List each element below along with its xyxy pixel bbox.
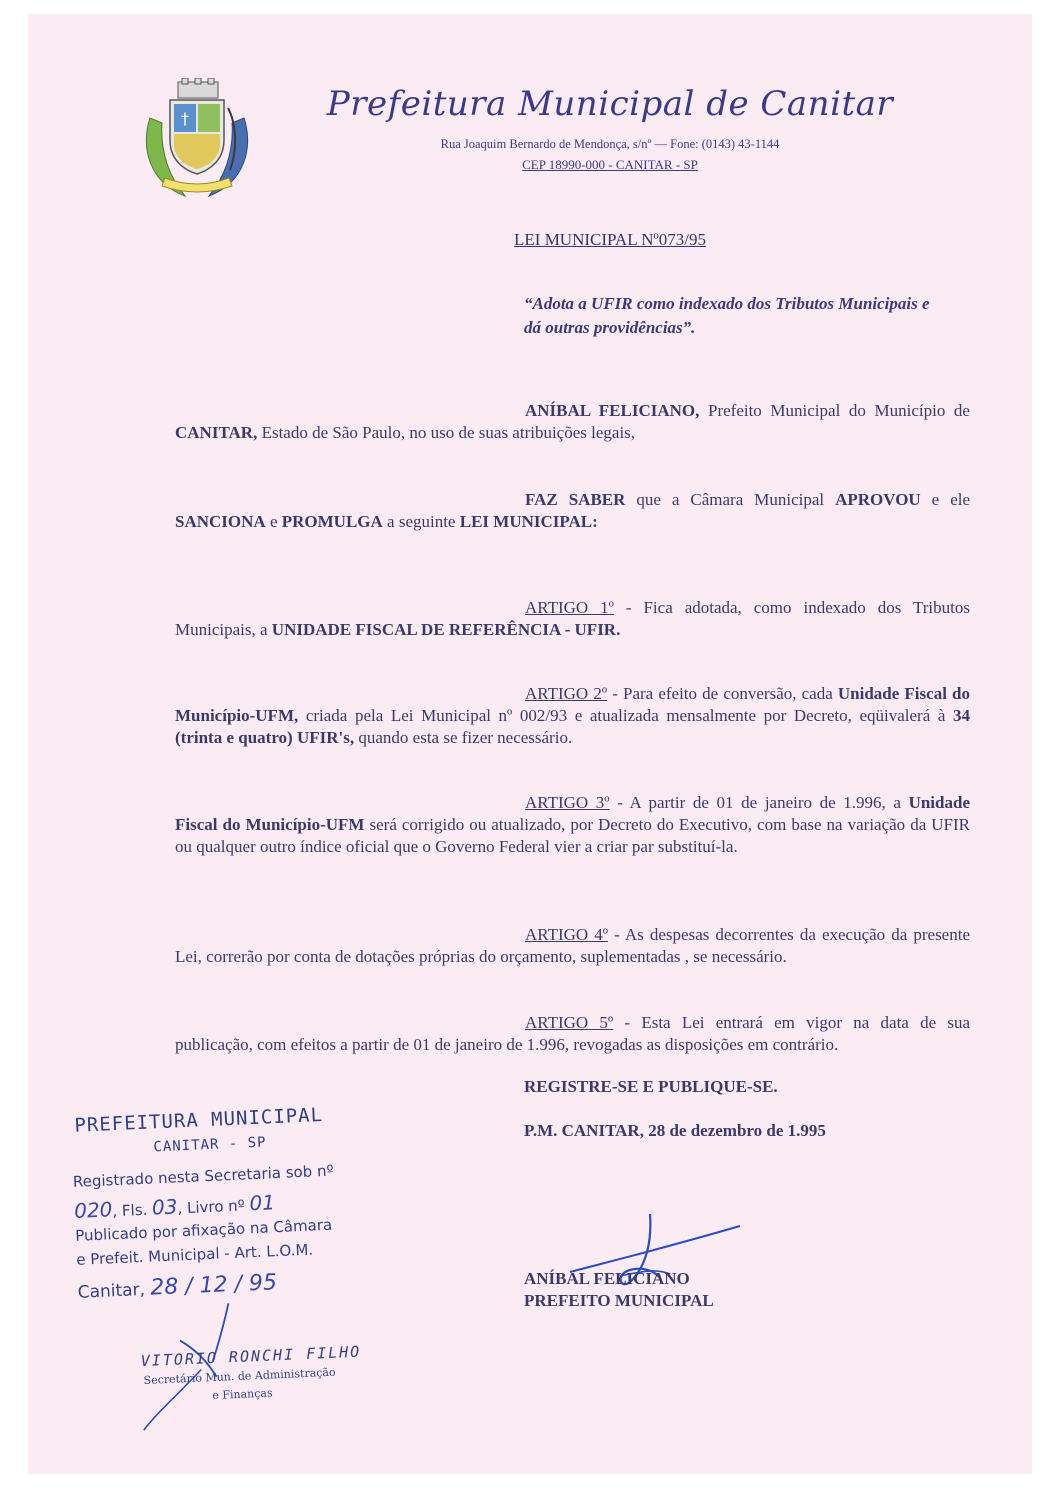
stamp-line-4: e Prefeit. Municipal - Art. L.O.M. [75, 1240, 314, 1269]
mayor-name: ANÍBAL FELICIANO, [525, 401, 700, 420]
letterhead-title: Prefeitura Municipal de Canitar [326, 84, 894, 124]
stamp-date-line: Canitar, 28 / 12 / 95 [77, 1270, 278, 1303]
stamp-line-1: Registrado nesta Secretaria sob nº [72, 1161, 334, 1191]
mayor-signature-block [524, 1268, 714, 1312]
preamble-paragraph: ANÍBAL FELICIANO, Prefeito Municipal do Município de CANITAR, Estado de São Paulo, no uso de suas atribuições legais, [175, 401, 970, 442]
enactment-paragraph: FAZ SABER que a Câmara Municipal APROVOU e ele SANCIONA e PROMULGA a seguinte LEI MUNICIPAL: [175, 490, 971, 531]
law-title: LEI MUNICIPAL Nº073/95 [514, 230, 706, 249]
stamp-line-2: 020, Fls. 03, Livro nº 01 [73, 1190, 276, 1223]
city-name: CANITAR, [175, 423, 258, 442]
municipal-crest-icon [140, 78, 254, 200]
svg-text:†: † [181, 109, 189, 128]
article-4: ARTIGO 4º - As despesas decorrentes da execução da presente Lei, correrão por conta de dotações próprias do orçamento, suplementadas , se necessário. [175, 925, 970, 966]
article-3: ARTIGO 3º - A partir de 01 de janeiro de 1.996, a Unidade Fiscal do Município-UFM será corrigido ou atualizado, por Decreto do Executivo, com base na variação da UFIR ou qualquer outro índice oficial que o Governo Federal vier a criar par substituí-la. [175, 793, 970, 856]
letterhead-cep: CEP 18990-000 - CANITAR - SP [522, 157, 698, 172]
signer-role: PREFEITO MUNICIPAL [524, 1291, 714, 1310]
registre-line: REGISTRE-SE E PUBLIQUE-SE. [524, 1077, 778, 1096]
stamp-reg-number: 020 [73, 1197, 113, 1223]
stamp-signer-name: VITORIO RONCHI FILHO [140, 1342, 362, 1371]
stamp-title: PREFEITURA MUNICIPAL [73, 1103, 324, 1137]
article-4-label: ARTIGO 4º [525, 925, 609, 944]
article-5: ARTIGO 5º - Esta Lei entrará em vigor na data de sua publicação, com efeitos a partir de 01 de janeiro de 1.996, revogadas as disposições em contrário. [175, 1013, 971, 1054]
stamp-date-value: 28 / 12 / 95 [149, 1270, 278, 1301]
stamp-line-3: Publicado por afixação na Câmara [74, 1215, 333, 1245]
stamp-signer-role: Secretário Mun. de Administração [143, 1365, 336, 1388]
article-5-label: ARTIGO 5º [525, 1013, 614, 1032]
date-line: P.M. CANITAR, 28 de dezembro de 1.995 [524, 1121, 826, 1140]
article-1-label: ARTIGO 1º [525, 598, 614, 617]
stamp-fls-value: 03 [151, 1194, 178, 1220]
law-ementa: “Adota a UFIR como indexado dos Tributos Municipais e dá outras providências”. [524, 294, 930, 337]
stamp-city: CANITAR - SP [153, 1134, 267, 1156]
signer-name: ANÍBAL FELICIANO [524, 1269, 690, 1288]
stamp-signer-role-2: e Finanças [212, 1386, 273, 1403]
letterhead-address: Rua Joaquim Bernardo de Mendonça, s/nº — Fone: (0143) 43-1144 [440, 137, 780, 151]
article-1: ARTIGO 1º - Fica adotada, como indexado dos Tributos Municipais, a UNIDADE FISCAL DE REFERÊNCIA - UFIR. [175, 598, 970, 639]
article-2: ARTIGO 2º - Para efeito de conversão, cada Unidade Fiscal do Município-UFM, criada pela Lei Municipal nº 002/93 e atualizada mensalmente por Decreto, eqüivalerá à 34 (trinta e quatro) UFIR's, quando esta se fizer necessário. [175, 684, 970, 747]
stamp-livro-value: 01 [248, 1190, 276, 1216]
article-3-label: ARTIGO 3º [525, 793, 610, 812]
article-2-label: ARTIGO 2º [525, 684, 608, 703]
registration-stamp [70, 1101, 404, 1435]
